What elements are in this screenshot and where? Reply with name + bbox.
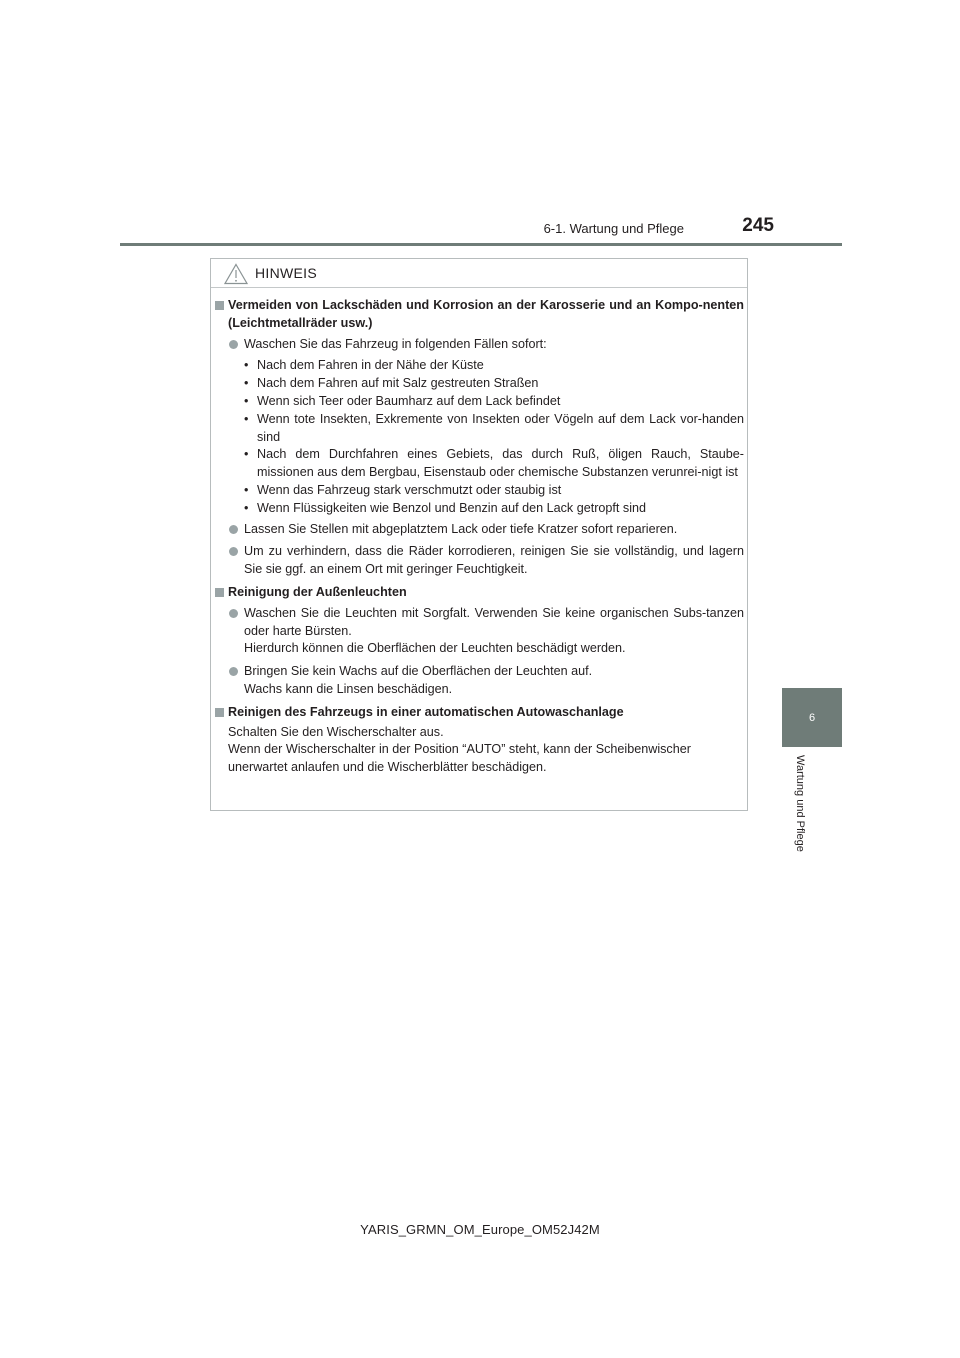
bullet-item: • Nach dem Fahren auf mit Salz gestreuten Straßen xyxy=(215,375,744,393)
list-item xyxy=(215,336,744,354)
list-item xyxy=(215,521,744,539)
header-rule xyxy=(120,243,842,246)
bullet-list xyxy=(215,357,744,517)
header-section-title: 6-1. Wartung und Pflege xyxy=(543,221,684,236)
list-item xyxy=(215,543,744,579)
list-item-text: Lassen Sie Stellen mit abgeplatztem Lack oder tiefe Kratzer sofort reparieren. xyxy=(244,521,678,536)
chapter-number: 6 xyxy=(808,711,816,724)
warning-triangle-icon xyxy=(224,263,248,285)
bullet-item: • Wenn tote Insekten, Exkremente von Insekten oder Vögeln auf dem Lack vor-handen sind xyxy=(215,411,744,447)
section-heading xyxy=(215,704,744,722)
section-heading-text: Reinigen des Fahrzeugs in einer automatischen Autowaschanlage xyxy=(228,704,624,719)
bullet-item: • Wenn sich Teer oder Baumharz auf dem Lack befindet xyxy=(215,393,744,411)
list-item-note: Wachs kann die Linsen beschädigen. xyxy=(244,681,453,696)
section-heading-text: Reinigung der Außenleuchten xyxy=(228,584,407,599)
list-item-text: Bringen Sie kein Wachs auf die Oberflächen der Leuchten auf. xyxy=(244,664,593,679)
notice-header xyxy=(211,259,747,288)
circle-bullet-icon xyxy=(229,547,238,556)
section-heading xyxy=(215,297,744,333)
circle-bullet-icon xyxy=(229,667,238,676)
section-heading-text: Vermeiden von Lackschäden und Korrosion an der Karosserie und an Kompo-nenten (Leichtmetallräder usw.) xyxy=(228,298,744,330)
square-marker-icon xyxy=(215,708,224,717)
bullet-item: • Nach dem Fahren in der Nähe der Küste xyxy=(215,357,744,375)
chapter-tab xyxy=(782,688,842,747)
circle-bullet-icon xyxy=(229,609,238,618)
list-item-text: Waschen Sie die Leuchten mit Sorgfalt. Verwenden Sie keine organischen Subs-tanzen oder harte Bürsten. xyxy=(244,605,744,638)
list-item xyxy=(215,605,744,658)
list-item-text: Um zu verhindern, dass die Räder korrodieren, reinigen Sie sie vollständig, und lagern Sie sie ggf. an einem Ort mit geringer Feuchtigkeit. xyxy=(244,544,744,577)
paragraph: Schalten Sie den Wischerschalter aus. xyxy=(228,724,444,739)
circle-bullet-icon xyxy=(229,525,238,534)
circle-bullet-icon xyxy=(229,340,238,349)
bullet-item: • Wenn Flüssigkeiten wie Benzol und Benzin auf den Lack getropft sind xyxy=(215,500,744,518)
square-marker-icon xyxy=(215,301,224,310)
bullet-item: • Nach dem Durchfahren eines Gebiets, das durch Ruß, öligen Rauch, Staube-missionen aus dem Bergbau, Eisenstaub oder chemische Substanzen verunrei-nigt ist xyxy=(215,446,744,482)
bullet-item: • Wenn das Fahrzeug stark verschmutzt oder staubig ist xyxy=(215,482,744,500)
footer-document-id: YARIS_GRMN_OM_Europe_OM52J42M xyxy=(360,1222,600,1237)
notice-box xyxy=(210,258,748,811)
square-marker-icon xyxy=(215,588,224,597)
notice-content xyxy=(215,297,744,777)
chapter-side-label: Wartung und Pflege xyxy=(794,755,806,852)
page-number: 245 xyxy=(742,215,774,236)
paragraph: Wenn der Wischerschalter in der Position “AUTO” steht, kann der Scheibenwischer unerwartet anlaufen und die Wischerblätter beschädigen. xyxy=(228,742,691,775)
list-item xyxy=(215,663,744,699)
section-heading xyxy=(215,584,744,602)
list-item-note: Hierdurch können die Oberflächen der Leuchten beschädigt werden. xyxy=(244,641,626,656)
notice-title: HINWEIS xyxy=(255,265,317,281)
list-item-text: Waschen Sie das Fahrzeug in folgenden Fällen sofort: xyxy=(244,336,547,351)
